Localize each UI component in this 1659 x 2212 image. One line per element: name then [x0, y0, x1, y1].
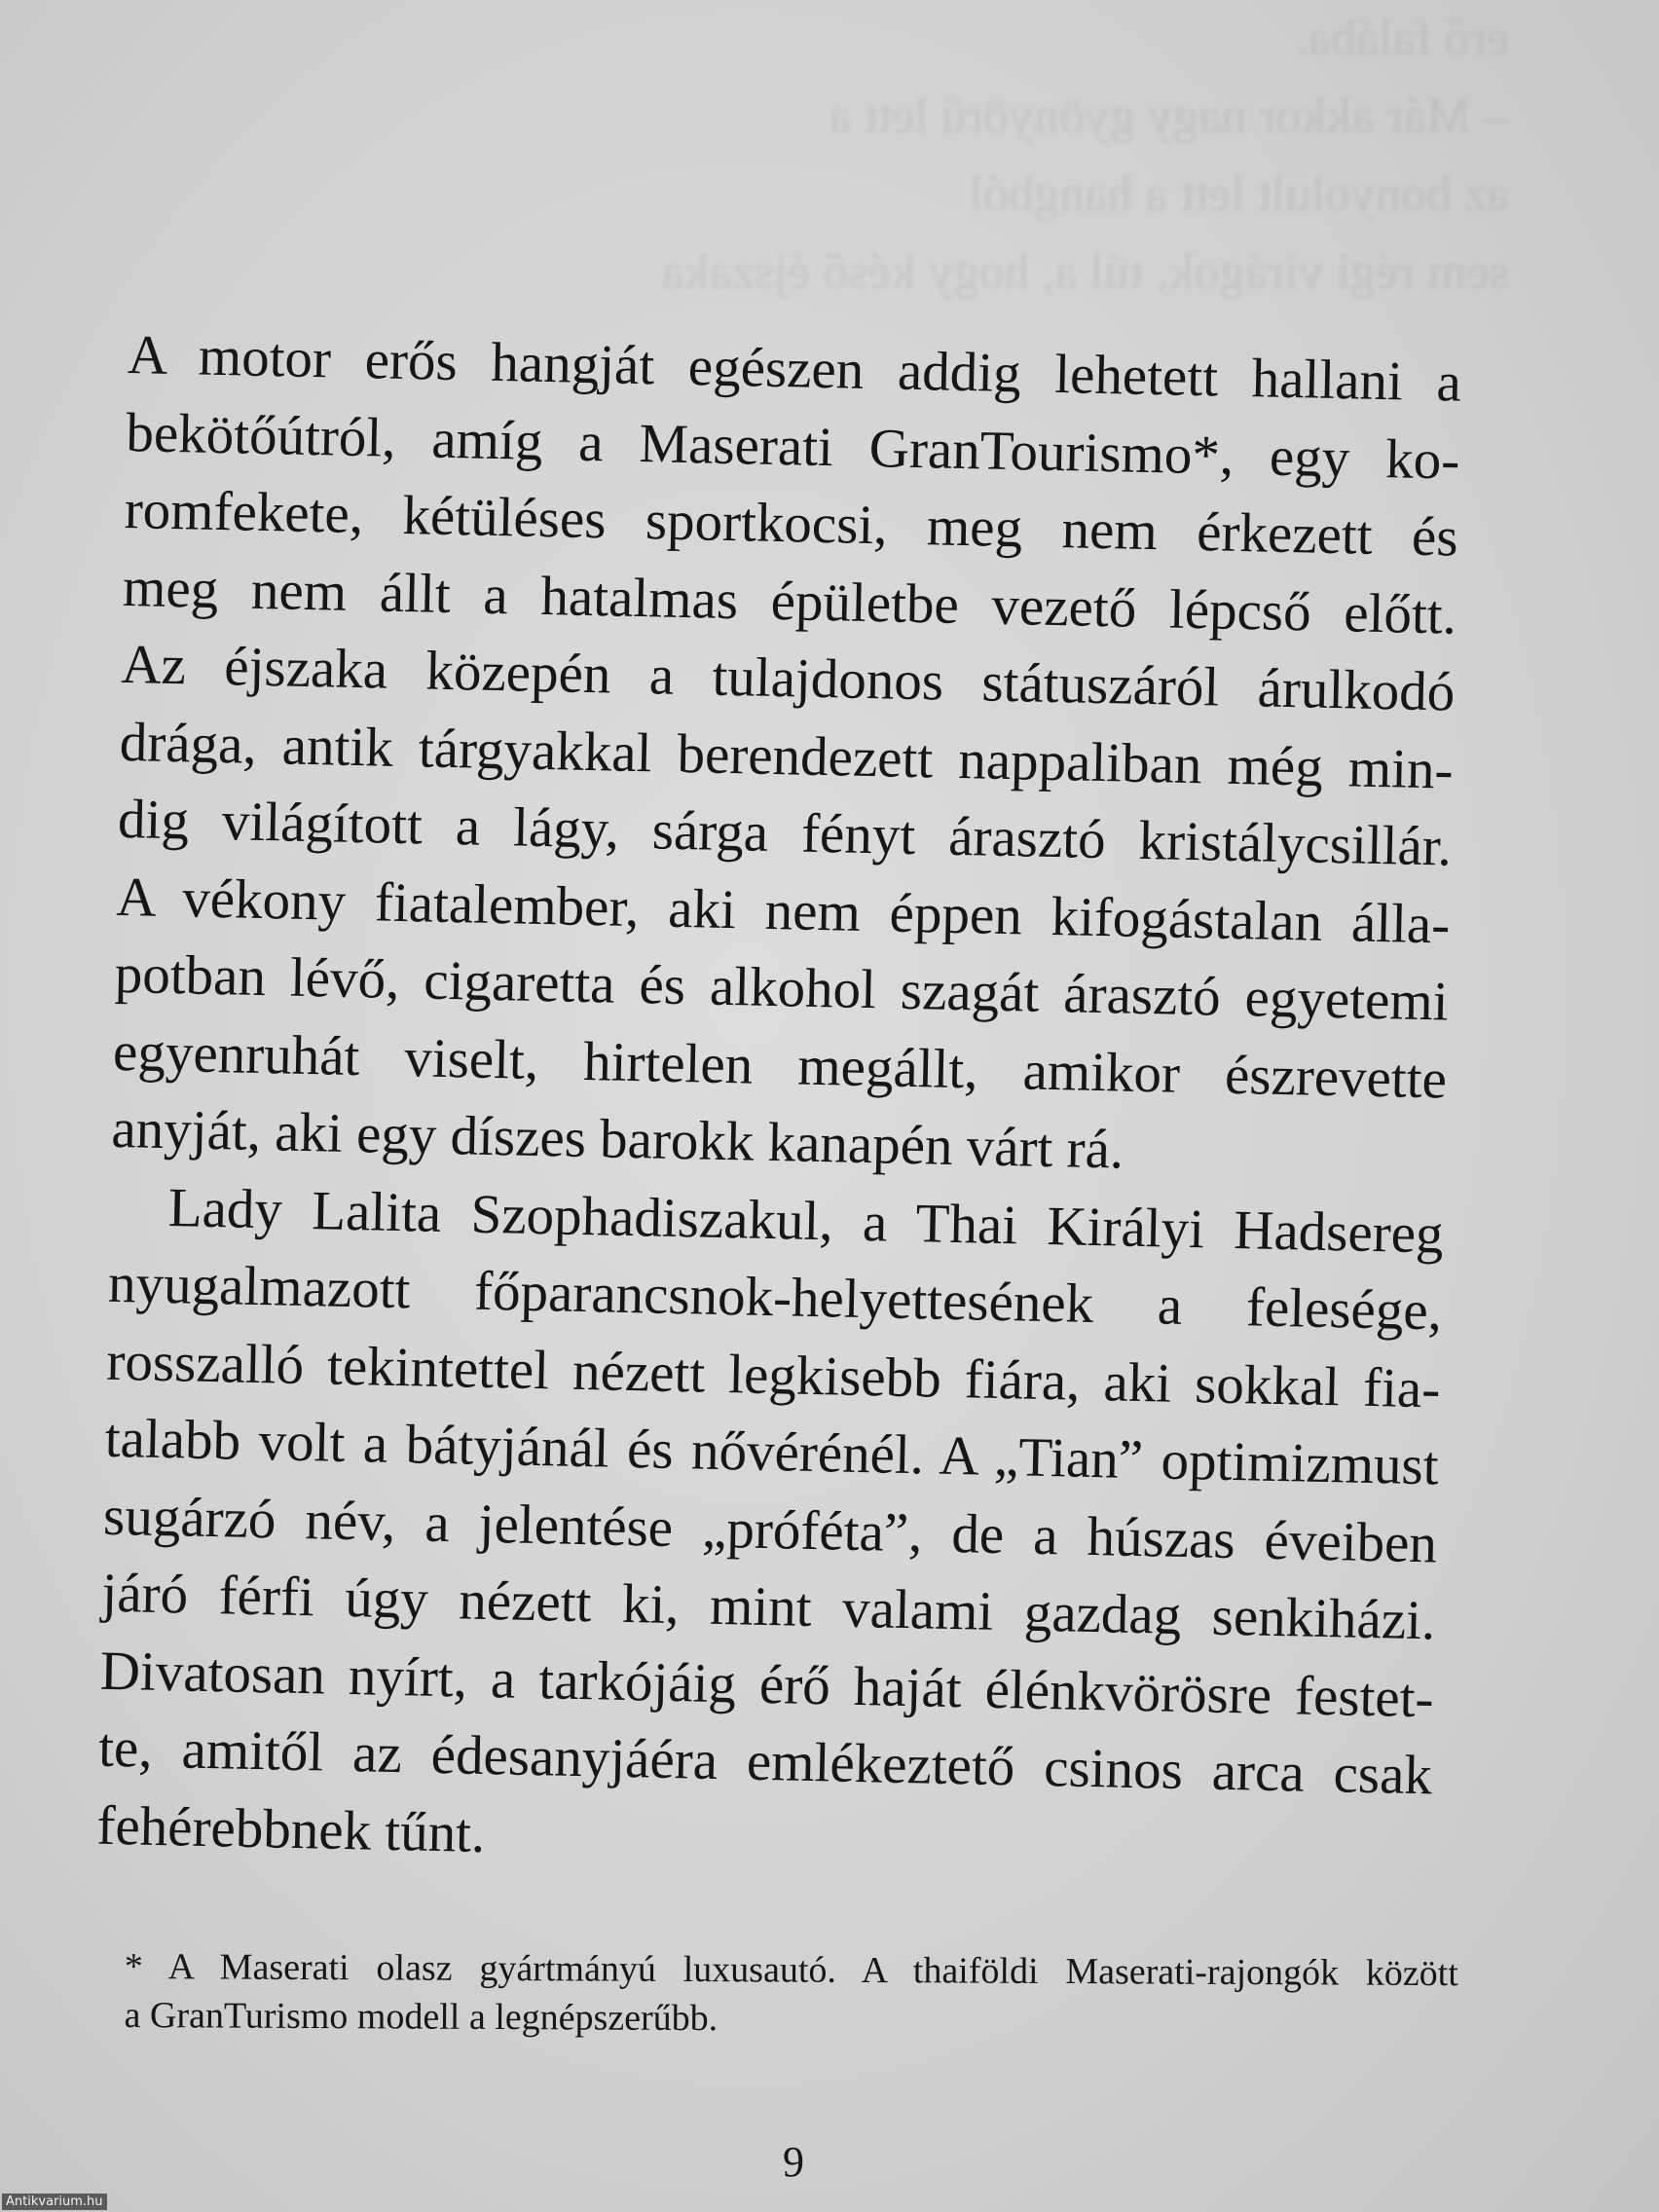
footnote-line: a GranTurismo modell a legnépszerűbb. — [124, 1994, 719, 2040]
body-line: rosszalló tekintettel nézett legkisebb fiára, aki sokkal fia- — [105, 1330, 1441, 1419]
show-through-text: erő falába. – Már akkor nagy gyönyörű lett a az bonyolult lett a hangból sem régi virágok, túl a, hogy késő éjszaka — [661, 11, 1509, 300]
body-line: anyját, aki egy díszes barokk kanapén várt rá. — [110, 1097, 1124, 1181]
body-line: Divatosan nyírt, a tarkójáig érő haját élénkvörösre festet- — [99, 1640, 1435, 1729]
body-line: sugárzó név, a jelentése „próféta”, de a húszas éveiben — [102, 1485, 1438, 1574]
body-line-paragraph-start: Lady Lalita Szophadiszakul, a Thai Királyi Hadsereg — [167, 1176, 1445, 1265]
body-line: fehérebbnek tűnt. — [95, 1794, 486, 1864]
watermark-logo: Antikvarium.hu — [2, 2194, 107, 2210]
body-line: A vékony fiatalember, aki nem éppen kifogástalan álla- — [115, 866, 1451, 956]
body-line: te, amitől az édesanyjáéra emlékeztető csinos arca csak — [97, 1716, 1433, 1807]
body-line: drága, antik tárgyakkal berendezett nappaliban még min- — [119, 711, 1455, 801]
body-text — [96, 316, 1462, 1892]
body-line: A motor erős hangját egészen addig lehetett hallani a — [127, 323, 1462, 414]
body-line: romfekete, kétüléses sportkocsi, meg nem érkezett és — [124, 478, 1459, 569]
page-number: 9 — [783, 2138, 804, 2186]
body-line: egyenruhát viselt, hirtelen megállt, amikor észrevette — [112, 1020, 1448, 1111]
footnote-line: * A Maserati olasz gyártmányú luxusautó. A thaiföldi Maserati-rajongók között — [124, 1946, 1458, 1995]
body-line: talabb volt a bátyjánál és nővérénél. A „Tian” optimizmust — [104, 1407, 1440, 1497]
footnote — [124, 1942, 1458, 2046]
body-line: Az éjszaka közepén a tulajdonos státuszáról árulkodó — [120, 633, 1456, 723]
body-line: potban lévő, cigaretta és alkohol szagát árasztó egyetemi — [114, 942, 1450, 1033]
body-line: járó férfi úgy nézett ki, mint valami gazdag senkiházi. — [100, 1562, 1436, 1652]
body-line: bekötőútról, amíg a Maserati GranTourismo*, egy ko- — [125, 401, 1460, 492]
body-line: nyugalmazott főparancsnok-helyettesének a felesége, — [107, 1252, 1443, 1343]
body-line: meg nem állt a hatalmas épületbe vezető lépcső előtt. — [122, 556, 1457, 646]
body-line: dig világított a lágy, sárga fényt árasztó kristálycsillár. — [117, 788, 1453, 878]
